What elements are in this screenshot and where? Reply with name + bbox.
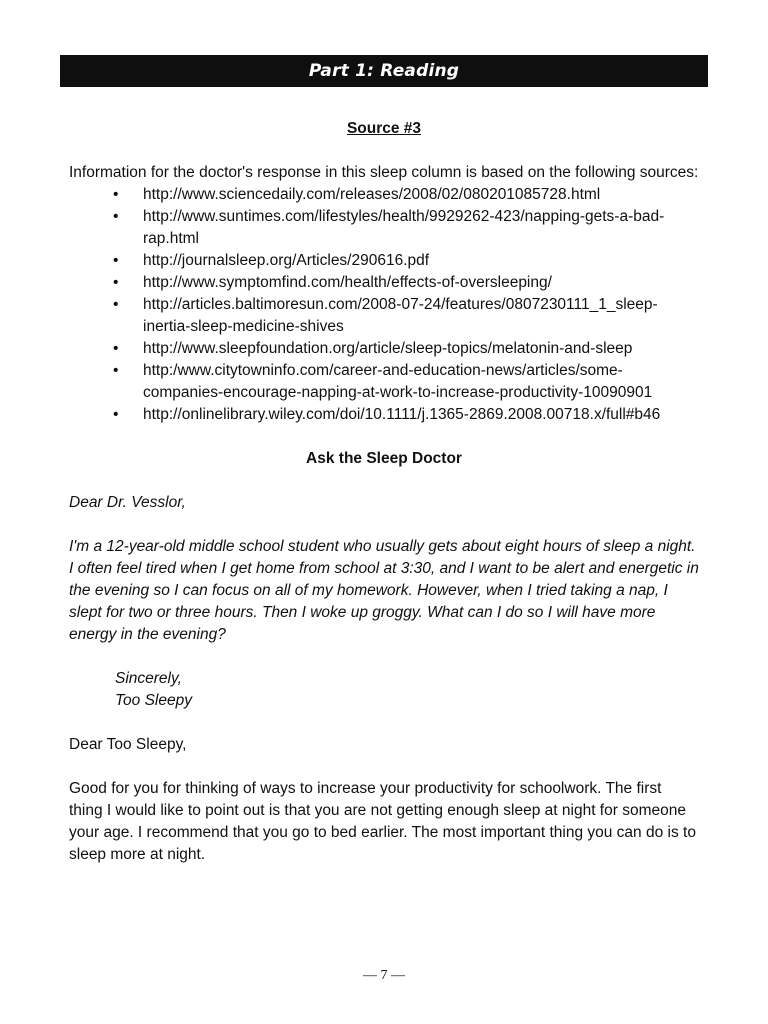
bullet-icon: • xyxy=(113,340,119,357)
reference-url: http://onlinelibrary.wiley.com/doi/10.1111/j.1365-2869.2008.00718.x/full#b46 xyxy=(143,406,661,423)
section-header-bar xyxy=(60,55,708,87)
reference-item xyxy=(113,206,699,250)
reference-item xyxy=(113,294,699,338)
bullet-icon: • xyxy=(113,274,119,291)
reference-url: http://articles.baltimoresun.com/2008-07-24/features/0807230111_1_sleep-inertia-sleep-medicine-shives xyxy=(143,296,658,335)
reference-url: http://www.sciencedaily.com/releases/2008/02/080201085728.html xyxy=(143,186,601,203)
bullet-icon: • xyxy=(113,406,119,423)
reference-item xyxy=(113,338,699,360)
letter-salutation: Dear Dr. Vesslor, xyxy=(69,494,186,511)
bullet-icon: • xyxy=(113,208,119,225)
column-title: Ask the Sleep Doctor xyxy=(306,450,462,467)
letter-closing: Sincerely, xyxy=(115,670,182,687)
page-content xyxy=(69,118,699,888)
reference-url: http://journalsleep.org/Articles/290616.pdf xyxy=(143,252,430,269)
reply-salutation: Dear Too Sleepy, xyxy=(69,736,187,753)
letter-signoff xyxy=(69,668,699,712)
reply-body: Good for you for thinking of ways to increase your productivity for schoolwork. The first thing I would like to point out is that you are not getting enough sleep at night for someone your age. I recommend that you go to bed earlier. The most important thing you can do is to sleep more at night. xyxy=(69,780,696,863)
reference-url: http:/www.citytowninfo.com/career-and-education-news/articles/some-companies-encourage-napping-at-work-to-increase-productivity-10090901 xyxy=(143,362,653,401)
reader-letter xyxy=(69,492,699,866)
letter-signature: Too Sleepy xyxy=(115,692,192,709)
bullet-icon: • xyxy=(113,252,119,269)
reference-list xyxy=(69,184,699,426)
reference-url: http://www.suntimes.com/lifestyles/health/9929262-423/napping-gets-a-bad-rap.html xyxy=(143,208,665,247)
reference-item xyxy=(113,184,699,206)
letter-body: I'm a 12-year-old middle school student who usually gets about eight hours of sleep a night. I often feel tired when I get home from school at 3:30, and I want to be alert and energetic in the evening so I can focus on all of my homework. However, when I tried taking a nap, I slept for two or three hours. Then I woke up groggy. What can I do so I will have more energy in the evening? xyxy=(69,538,699,643)
reference-item xyxy=(113,360,699,404)
reference-item xyxy=(113,404,699,426)
reference-url: http://www.symptomfind.com/health/effects-of-oversleeping/ xyxy=(143,274,552,291)
reference-item xyxy=(113,250,699,272)
section-title: Part 1: Reading xyxy=(308,61,460,81)
reference-url: http://www.sleepfoundation.org/article/sleep-topics/melatonin-and-sleep xyxy=(143,340,633,357)
bullet-icon: • xyxy=(113,362,119,379)
bullet-icon: • xyxy=(113,296,119,313)
reference-item xyxy=(113,272,699,294)
source-intro: Information for the doctor's response in this sleep column is based on the following sources: xyxy=(69,164,699,181)
bullet-icon: • xyxy=(113,186,119,203)
page-number: — 7 — xyxy=(363,968,405,983)
source-title: Source #3 xyxy=(346,120,422,137)
